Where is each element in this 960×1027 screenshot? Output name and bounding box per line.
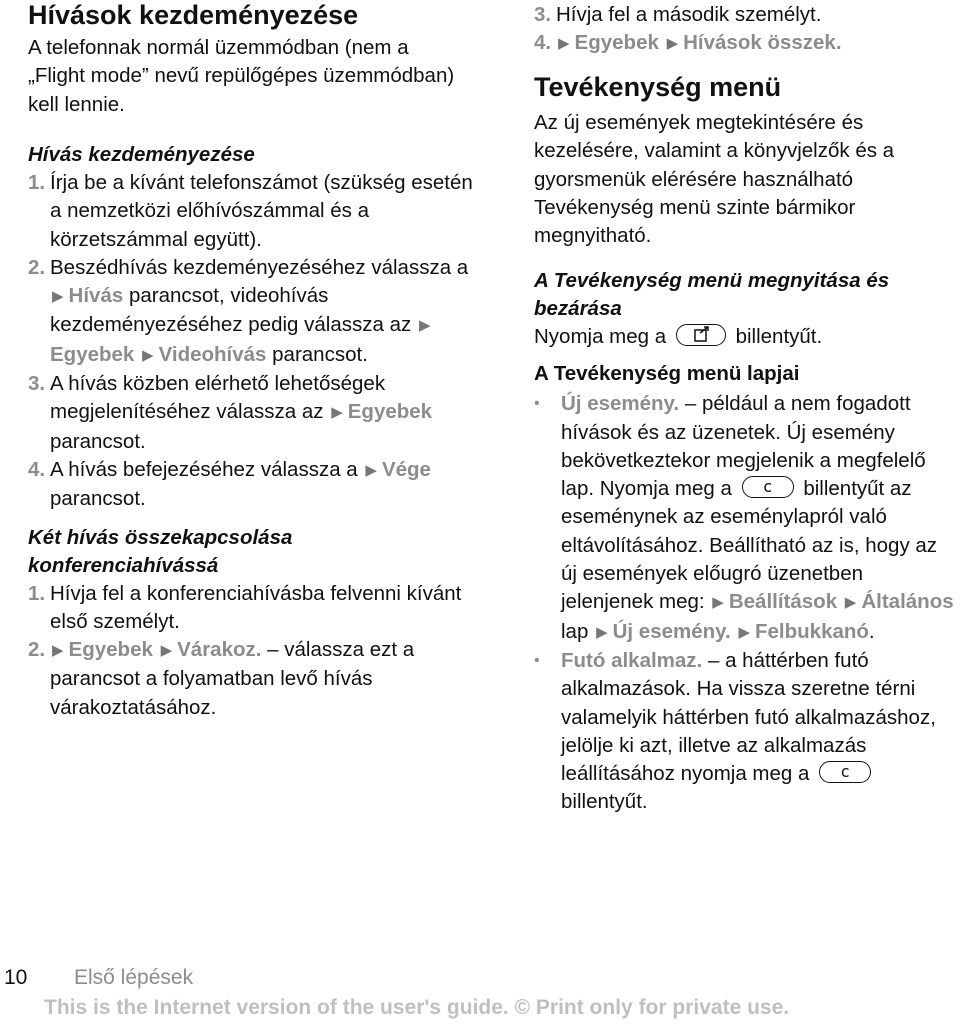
bullet-icon: • — [534, 651, 540, 669]
step-3: 3. A hívás közben elérhető lehetőségek megjelenítéséhez válassza az ▶ Egyebek parancsot. — [28, 372, 433, 453]
arrow-right-icon: ▶ — [331, 404, 343, 422]
arrow-right-icon: ▶ — [738, 623, 750, 641]
section-heading: A Tevékenység menü megnyitása és bezárása — [534, 269, 890, 320]
arrow-right-icon: ▶ — [844, 594, 857, 612]
open-instruction: Nyomja meg a billentyűt. — [534, 325, 823, 348]
menu-command: Egyebek — [347, 400, 433, 424]
step-3: 3. Hívja fel a második személyt. — [534, 3, 822, 26]
page-number: 10 — [4, 966, 28, 989]
menu-command: Hívások összek. — [683, 31, 842, 55]
bullet-item: • Új esemény. – például a nem fogadott hívások és az üzenetek. Új esemény bekövetkeztekor megjelenik a megfelelő lap. Nyomja meg a c billentyűt az eseménynek az eseménylapról való eltávolításához. Beállítható az is, hogy az új események előugró üzenetben jelenjenek meg: ▶ Beállítások ▶ Általános lap ▶ Új esemény. ▶ Felbukkanó. — [534, 390, 954, 647]
section-heading: Hívás kezdeményezése — [28, 143, 255, 166]
arrow-right-icon: ▶ — [160, 642, 173, 660]
section-heading: Két hívás összekapcsolása konferenciahívássá — [28, 525, 293, 577]
activity-key-icon — [676, 324, 726, 346]
arrow-right-icon: ▶ — [142, 346, 154, 364]
menu-command: Felbukkanó — [755, 619, 869, 643]
step-1: 1. Írja be a kívánt telefonszámot (szükség esetén a nemzetközi előhívószámmal és a körzetszámmal együtt). — [28, 171, 473, 251]
menu-command: Új esemény. — [612, 619, 731, 643]
menu-command: Videohívás — [158, 342, 267, 366]
step-4: 4. ▶ Egyebek ▶ Hívások összek. — [534, 29, 954, 58]
activity-intro: Az új események megtekintésére és kezelésére, valamint a könyvjelzők és a gyorsmenük elérésére használható Tevékenység menü szinte bármikor megnyitható. — [534, 111, 895, 248]
page-title: Hívások kezdeményezése — [28, 0, 359, 30]
bullet-item: • Futó alkalmaz. – a háttérben futó alkalmazások. Ha vissza szeretne térni valamelyik háttérben futó alkalmazáshoz, jelölje ki azt, illetve az alkalmazás leállításához nyomja meg a c billentyűt. — [534, 647, 954, 817]
arrow-right-icon: ▶ — [52, 642, 64, 660]
arrow-right-icon: ▶ — [558, 35, 570, 53]
arrow-right-icon: ▶ — [596, 623, 608, 641]
step-2: 2. ▶ Egyebek ▶ Várakoz. – válassza ezt a parancsot a folyamatban levő hívás várakoztatásához. — [28, 638, 415, 719]
arrow-right-icon: ▶ — [712, 594, 724, 612]
menu-command: Hívás — [68, 284, 124, 308]
bullet-icon: • — [534, 395, 540, 413]
footer-notice: This is the Internet version of the user's guide. © Print only for private use. — [44, 996, 790, 1019]
clear-key-icon: c — [819, 761, 871, 783]
menu-command: Általános — [861, 590, 954, 614]
clear-key-icon: c — [742, 476, 794, 498]
activity-open-section — [534, 267, 954, 817]
menu-command: Futó alkalmaz. — [561, 648, 703, 672]
menu-command: Várakoz. — [177, 638, 262, 662]
step-2: 2. Beszédhívás kezdeményezéséhez válassza a ▶ Hívás parancsot, videohívás kezdeményezéséhez pedig válassza az ▶Egyebek ▶ Videohívás parancsot. — [28, 254, 478, 370]
menu-command: Egyebek — [50, 342, 135, 366]
menu-command: Beállítások — [728, 590, 838, 614]
section-make-call — [28, 141, 478, 722]
arrow-right-icon: ▶ — [365, 461, 377, 479]
step-1: 1. Hívja fel a konferenciahívásba felvenni kívánt első személyt. — [28, 581, 462, 633]
arrow-right-icon: ▶ — [666, 35, 679, 53]
menu-command: Új esemény. — [561, 392, 680, 416]
step-4: 4. A hívás befejezéséhez válassza a ▶ Vége parancsot. — [28, 457, 431, 511]
continued-steps — [534, 1, 954, 59]
arrow-right-icon: ▶ — [418, 317, 431, 335]
arrow-right-icon: ▶ — [52, 288, 64, 306]
menu-command: Egyebek — [68, 638, 153, 662]
section-title: Tevékenység menü — [534, 72, 782, 102]
menu-command: Egyebek — [574, 31, 659, 55]
intro-paragraph: A telefonnak normál üzemmódban (nem a „Flight mode” nevű repülőgépes üzemmódban) kell lennie. — [28, 36, 455, 116]
menu-command: Vége — [381, 457, 431, 481]
footer-section-name: Első lépések — [74, 966, 194, 989]
section-heading: A Tevékenység menü lapjai — [534, 362, 800, 386]
